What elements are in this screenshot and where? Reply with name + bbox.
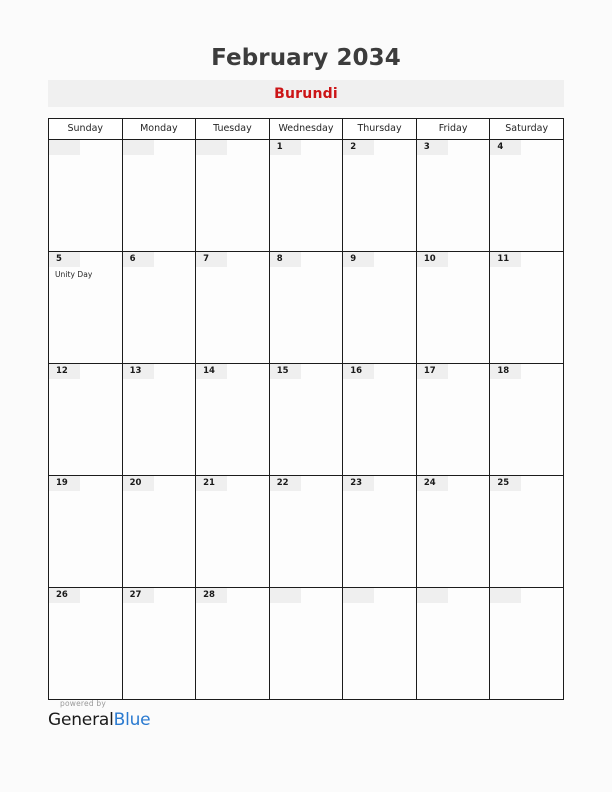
country-name: Burundi: [274, 85, 338, 102]
calendar-day-cell[interactable]: [122, 588, 196, 700]
day-number: 27: [123, 588, 154, 603]
day-number: 4: [490, 140, 521, 155]
calendar-day-cell[interactable]: [343, 252, 417, 364]
day-number: 8: [270, 252, 301, 267]
country-band: [48, 80, 564, 107]
day-number: [123, 140, 154, 155]
calendar-day-cell[interactable]: [343, 364, 417, 476]
day-number: 13: [123, 364, 154, 379]
day-number: 18: [490, 364, 521, 379]
day-number: 19: [49, 476, 80, 491]
calendar-day-cell[interactable]: [49, 476, 123, 588]
calendar-day-cell[interactable]: [196, 588, 270, 700]
day-number: 7: [196, 252, 227, 267]
day-number: 11: [490, 252, 521, 267]
calendar-empty-cell: [416, 588, 490, 700]
calendar-day-cell[interactable]: [490, 364, 564, 476]
calendar-header-row: [49, 119, 564, 140]
day-number: [49, 140, 80, 155]
calendar-day-cell[interactable]: [49, 588, 123, 700]
day-number: 1: [270, 140, 301, 155]
day-number: 3: [417, 140, 448, 155]
calendar-day-cell[interactable]: [416, 364, 490, 476]
calendar-day-cell[interactable]: [490, 140, 564, 252]
calendar-empty-cell: [122, 140, 196, 252]
calendar-day-cell[interactable]: [490, 476, 564, 588]
page-title: February 2034: [211, 45, 401, 71]
day-number: 12: [49, 364, 80, 379]
calendar-day-cell[interactable]: [416, 476, 490, 588]
holiday-label: Unity Day: [55, 270, 93, 279]
calendar-day-cell[interactable]: [49, 252, 123, 364]
calendar-day-cell[interactable]: [122, 476, 196, 588]
day-number: 10: [417, 252, 448, 267]
calendar-day-cell[interactable]: [269, 140, 343, 252]
calendar-empty-cell: [490, 588, 564, 700]
calendar-day-cell[interactable]: [49, 364, 123, 476]
calendar-week-row: [49, 252, 564, 364]
weekday-header-thursday: Thursday: [343, 119, 417, 140]
day-number: [270, 588, 301, 603]
day-number: 16: [343, 364, 374, 379]
calendar-day-cell[interactable]: [416, 140, 490, 252]
weekday-header-wednesday: Wednesday: [269, 119, 343, 140]
brand-name-blue: Blue: [113, 710, 151, 730]
day-number: 26: [49, 588, 80, 603]
weekday-header-saturday: Saturday: [490, 119, 564, 140]
calendar-empty-cell: [343, 588, 417, 700]
day-number: 14: [196, 364, 227, 379]
calendar-empty-cell: [196, 140, 270, 252]
calendar-week-row: [49, 588, 564, 700]
calendar-day-cell[interactable]: [490, 252, 564, 364]
day-number: [343, 588, 374, 603]
calendar-grid: [48, 118, 564, 700]
weekday-header-sunday: Sunday: [49, 119, 123, 140]
calendar-day-cell[interactable]: [269, 364, 343, 476]
day-number: 17: [417, 364, 448, 379]
calendar-day-cell[interactable]: [343, 140, 417, 252]
day-number: 21: [196, 476, 227, 491]
calendar-day-cell[interactable]: [196, 476, 270, 588]
weekday-header-monday: Monday: [122, 119, 196, 140]
powered-by-label: powered by: [60, 699, 106, 708]
calendar-day-cell[interactable]: [196, 252, 270, 364]
calendar-day-cell[interactable]: [122, 364, 196, 476]
calendar-day-cell[interactable]: [122, 252, 196, 364]
day-number: 22: [270, 476, 301, 491]
day-number: 2: [343, 140, 374, 155]
day-number: 25: [490, 476, 521, 491]
day-number: 20: [123, 476, 154, 491]
day-number: 6: [123, 252, 154, 267]
day-number: 9: [343, 252, 374, 267]
calendar-empty-cell: [269, 588, 343, 700]
calendar-day-cell[interactable]: [269, 252, 343, 364]
brand-name-general: General: [48, 710, 114, 730]
day-number: 5: [49, 252, 80, 267]
day-number: 24: [417, 476, 448, 491]
calendar-empty-cell: [49, 140, 123, 252]
weekday-header-row: [49, 119, 564, 140]
calendar-body: [49, 140, 564, 700]
calendar-day-cell[interactable]: [196, 364, 270, 476]
day-number: 23: [343, 476, 374, 491]
calendar-week-row: [49, 476, 564, 588]
footer: [48, 699, 348, 730]
calendar-day-cell[interactable]: [343, 476, 417, 588]
weekday-header-tuesday: Tuesday: [196, 119, 270, 140]
calendar-day-cell[interactable]: [416, 252, 490, 364]
calendar-week-row: [49, 140, 564, 252]
day-number: [196, 140, 227, 155]
calendar-day-cell[interactable]: [269, 476, 343, 588]
day-number: [490, 588, 521, 603]
calendar-week-row: [49, 364, 564, 476]
day-number: [417, 588, 448, 603]
generalblue-logo[interactable]: [48, 710, 348, 730]
day-number: 28: [196, 588, 227, 603]
day-number: 15: [270, 364, 301, 379]
weekday-header-friday: Friday: [416, 119, 490, 140]
